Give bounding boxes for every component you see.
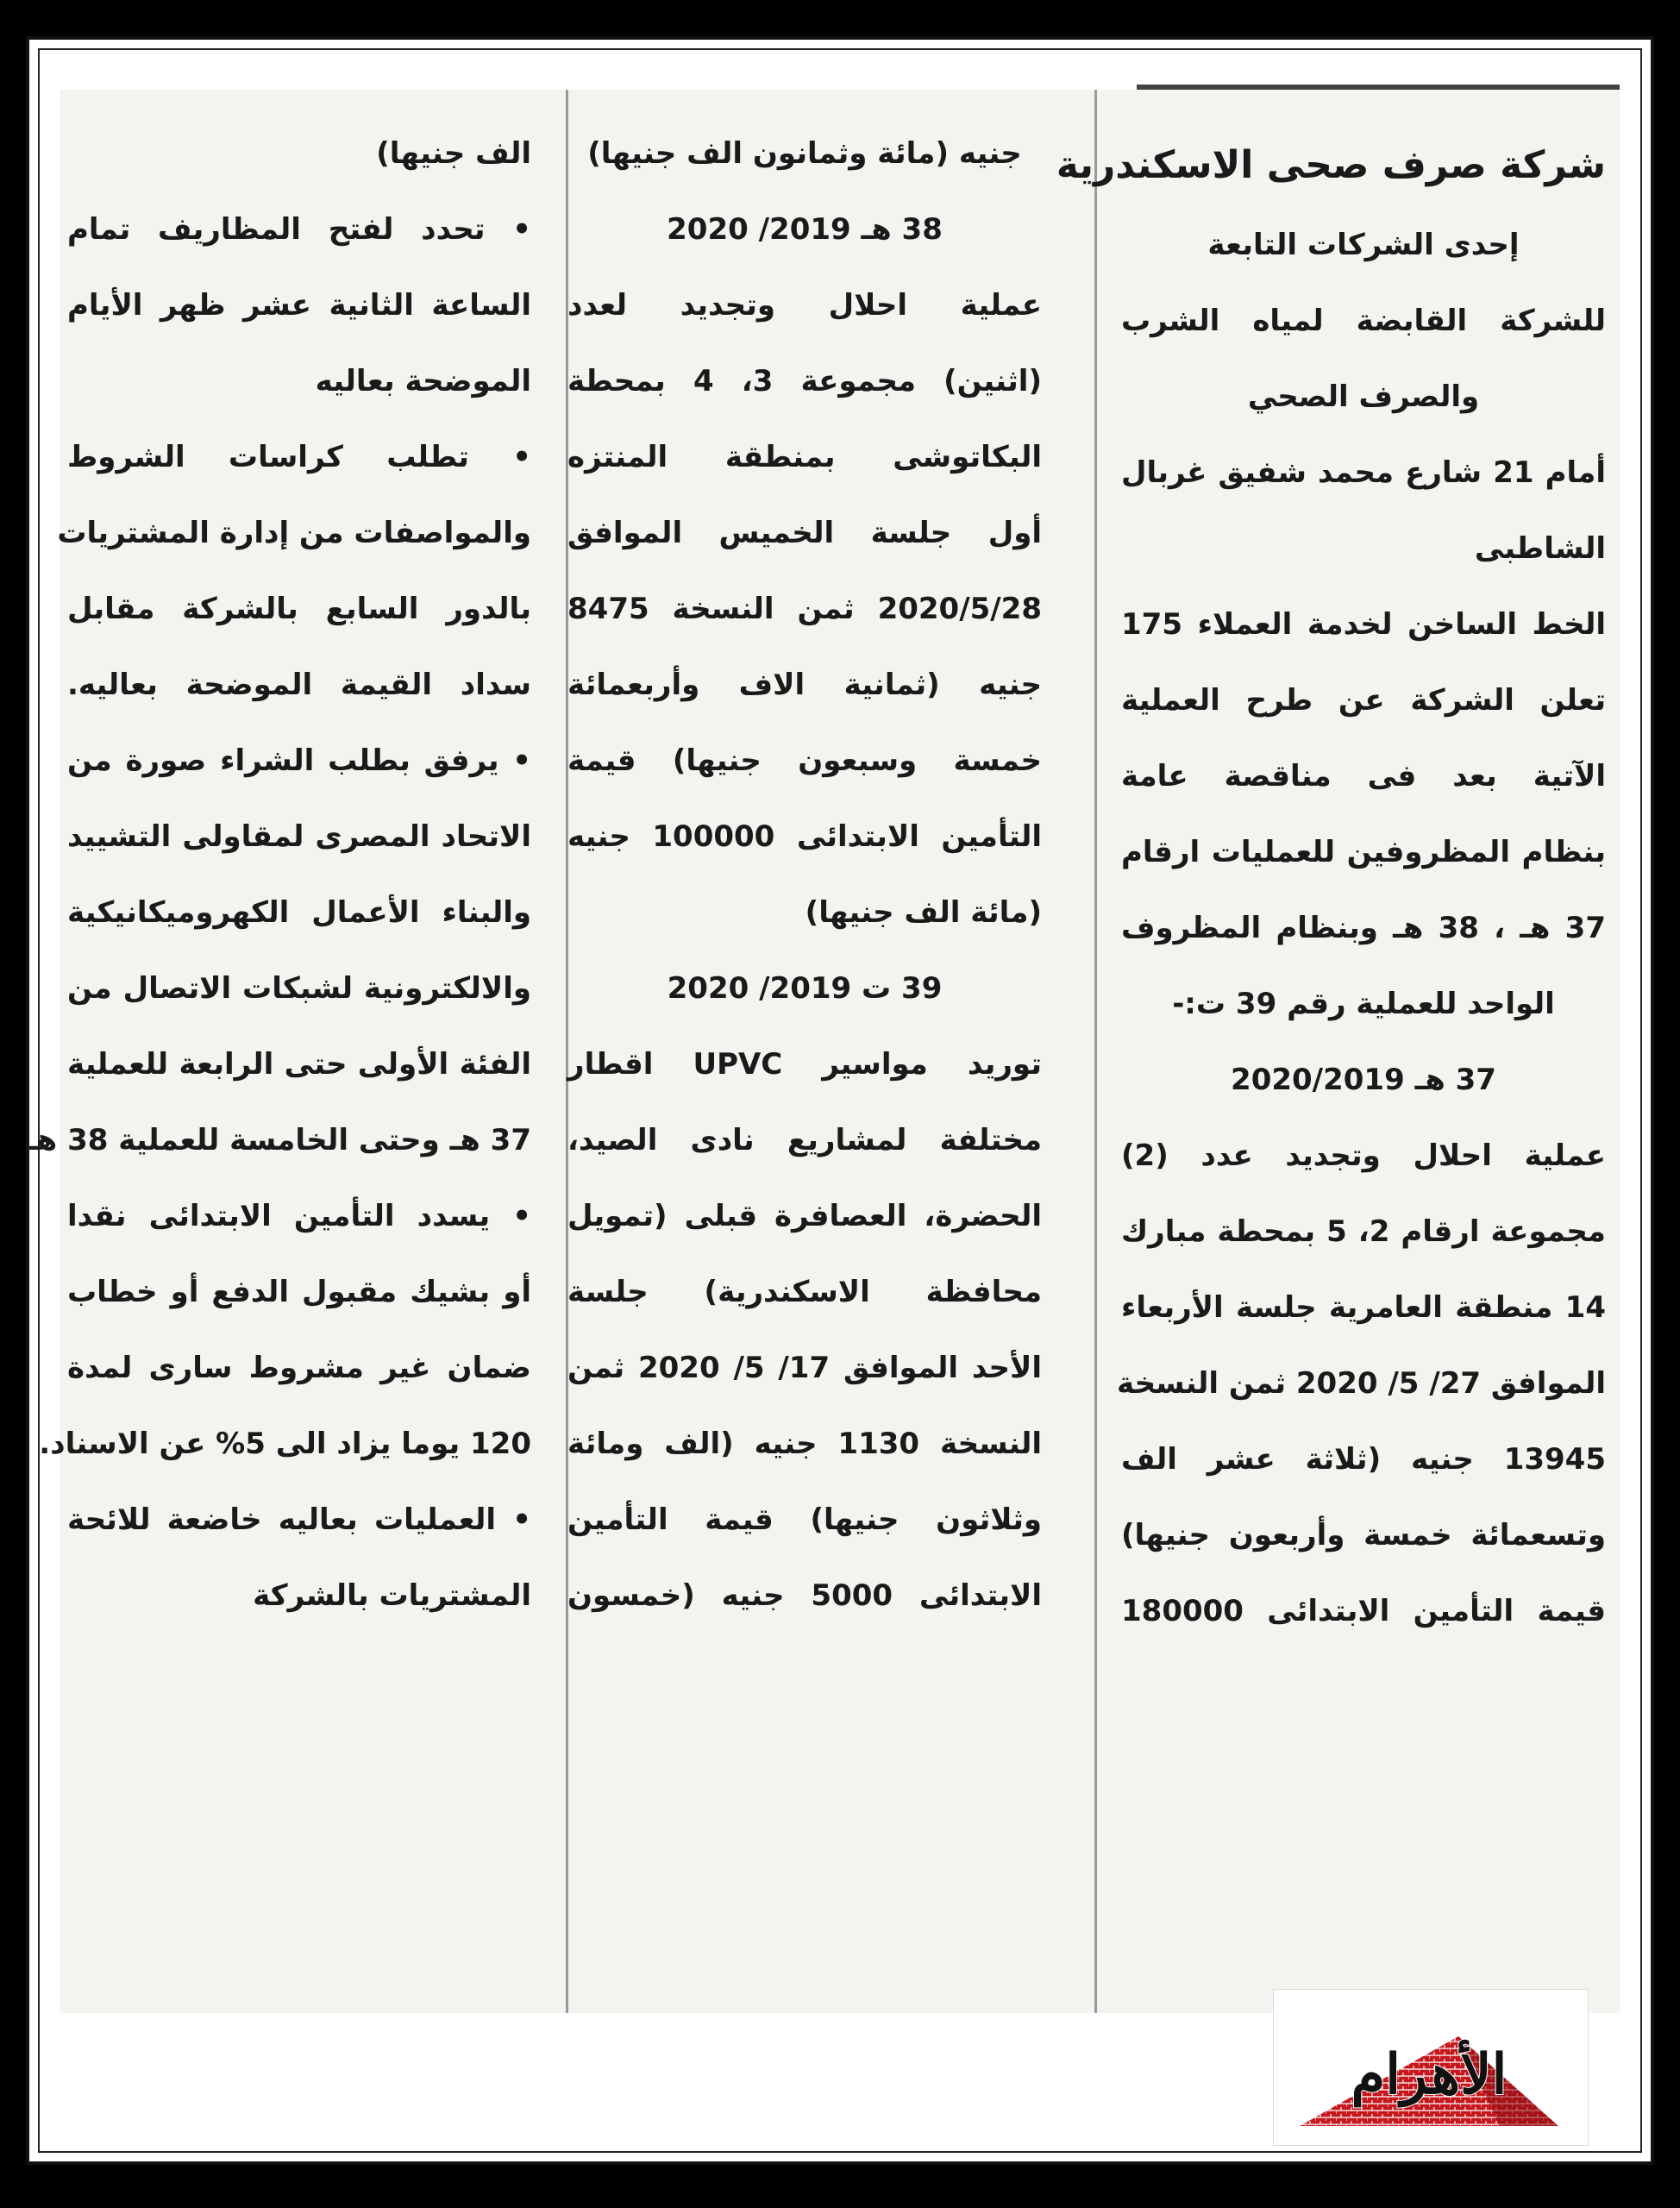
text-line: سداد القيمة الموضحة بعاليه.	[67, 668, 531, 702]
text-line: 120 يوما يزاد الى 5% عن الاسناد.	[39, 1427, 531, 1461]
text-line: والالكترونية لشبكات الاتصال من	[67, 971, 531, 1006]
text-line: وثلاثون جنيها) قيمة التأمين	[567, 1502, 1042, 1537]
text-line: الف جنيها)	[376, 136, 531, 171]
text-line: • يسدد التأمين الابتدائى نقدا	[67, 1199, 531, 1233]
text-line: أول جلسة الخميس الموافق	[567, 516, 1042, 550]
newspaper-page	[26, 36, 1654, 2165]
text-line: الشاطبى	[1474, 531, 1606, 566]
text-line: وتسعمائة خمسة وأربعون جنيها)	[1121, 1518, 1606, 1552]
text-line: عملية احلال وتجديد لعدد	[567, 288, 1042, 323]
text-line: (مائة الف جنيها)	[805, 895, 1042, 930]
text-line: مختلفة لمشاريع نادى الصيد،	[567, 1123, 1042, 1157]
text-line: إحدى الشركات التابعة	[1207, 228, 1520, 262]
text-line: تعلن الشركة عن طرح العملية	[1121, 683, 1606, 718]
text-line: الآتية بعد فى مناقصة عامة	[1121, 759, 1606, 794]
text-line: النسخة 1130 جنيه (الف ومائة	[567, 1427, 1042, 1461]
text-line: والبناء الأعمال الكهروميكانيكية	[67, 895, 531, 930]
text-line: مجموعة ارقام 2، 5 بمحطة مبارك	[1121, 1214, 1606, 1249]
text-line: المشتريات بالشركة	[253, 1578, 531, 1613]
right-column	[1056, 90, 1614, 2013]
text-line: 13945 جنيه (ثلاثة عشر الف	[1121, 1442, 1606, 1477]
text-line: • يرفق بطلب الشراء صورة من	[67, 743, 531, 778]
text-line: 2020/5/28 ثمن النسخة 8475	[567, 592, 1042, 626]
left-column	[27, 90, 543, 2013]
text-line: الاتحاد المصرى لمقاولى التشييد	[67, 819, 531, 854]
text-line: الفئة الأولى حتى الرابعة للعملية	[67, 1047, 531, 1082]
text-line: خمسة وسبعون جنيها) قيمة	[567, 743, 1042, 778]
column-divider-right	[1094, 90, 1097, 2013]
text-line: عملية احلال وتجديد عدد (2)	[1121, 1138, 1606, 1173]
text-line: الموافق 27/ 5/ 2020 ثمن النسخة	[1117, 1366, 1606, 1401]
text-line: الأحد الموافق 17/ 5/ 2020 ثمن	[567, 1351, 1042, 1385]
company-headline: شركة صرف صحى الاسكندرية	[1056, 143, 1606, 187]
text-line: أو بشيك مقبول الدفع أو خطاب	[67, 1275, 531, 1309]
text-line: توريد مواسير UPVC اقطار	[567, 1047, 1042, 1082]
text-line: 37 هـ وحتى الخامسة للعملية 38 هـ	[27, 1123, 531, 1157]
pyramid-logo-icon	[1274, 1990, 1588, 2145]
text-line: للشركة القابضة لمياه الشرب	[1121, 304, 1606, 338]
text-line: 14 منطقة العامرية جلسة الأربعاء	[1121, 1290, 1606, 1325]
text-line: جنيه (ثمانية الاف وأربعمائة	[567, 668, 1042, 702]
text-line: بالدور السابع بالشركة مقابل	[67, 592, 531, 626]
text-line: (اثنين) مجموعة 3، 4 بمحطة	[567, 364, 1042, 398]
text-line: البكاتوشى بمنطقة المنتزه	[567, 440, 1042, 474]
text-line: الموضحة بعاليه	[315, 364, 531, 398]
text-line: ضمان غير مشروط سارى لمدة	[67, 1351, 531, 1385]
text-line: الحضرة، العصافرة قبلى (تمويل	[567, 1199, 1042, 1233]
text-line: • تحدد لفتح المظاريف تمام	[67, 212, 531, 247]
operation-heading: 37 هـ 2020/2019	[1231, 1063, 1496, 1097]
text-line: • العمليات بعاليه خاضعة للائحة	[67, 1502, 531, 1537]
text-line: • تطلب كراسات الشروط	[67, 440, 531, 474]
text-line: التأمين الابتدائى 100000 جنيه	[567, 819, 1043, 854]
operation-heading: 39 ت 2019/ 2020	[667, 971, 943, 1006]
text-line: الواحد للعملية رقم 39 ت:-	[1172, 987, 1555, 1021]
text-line: قيمة التأمين الابتدائى 180000	[1121, 1594, 1606, 1628]
text-line: الخط الساخن لخدمة العملاء 175	[1121, 607, 1606, 642]
text-line: جنيه (مائة وثمانون الف جنيها)	[587, 136, 1022, 171]
middle-column	[567, 90, 1052, 2013]
text-line: الابتدائى 5000 جنيه (خمسون	[567, 1578, 1042, 1613]
text-line: بنظام المظروفين للعمليات ارقام	[1121, 835, 1606, 869]
logo-text: الأهرام	[1351, 2042, 1508, 2107]
text-line: والصرف الصحي	[1247, 380, 1480, 414]
tender-notice-clipping	[27, 90, 1620, 2013]
text-line: والمواصفات من إدارة المشتريات	[57, 516, 531, 550]
text-line: 37 هـ ، 38 هـ وبنظام المظروف	[1121, 911, 1606, 945]
al-ahram-logo	[1273, 1989, 1589, 2146]
text-line: محافظة الاسكندرية) جلسة	[567, 1275, 1042, 1309]
text-line: أمام 21 شارع محمد شفيق غربال	[1121, 455, 1606, 490]
text-line: الساعة الثانية عشر ظهر الأيام	[67, 288, 531, 323]
page-frame	[27, 48, 1642, 2153]
operation-heading: 38 هـ 2019/ 2020	[667, 212, 943, 247]
